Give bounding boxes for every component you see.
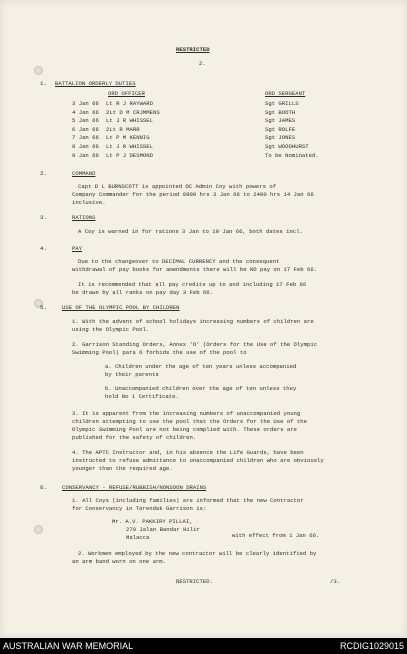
duty-sergeant: Sgt JAMES bbox=[265, 117, 296, 125]
paragraph-line: 3. It is apparent from the increasing numbers of unaccompanied young bbox=[72, 410, 301, 417]
paragraph-line: instructed to refuse admittance to unaccompanied children who are obviously bbox=[72, 457, 324, 464]
paragraph-line: inclusive. bbox=[72, 199, 106, 206]
section-title: COMMAND bbox=[72, 170, 96, 177]
duty-sergeant: Sgt WOODHURST bbox=[265, 143, 309, 150]
duty-officer: Lt J R WHISSEL bbox=[106, 117, 153, 125]
duty-date: 7 Jan 66 bbox=[72, 134, 99, 142]
duty-sergeant: Sgt GRILLS bbox=[265, 100, 299, 107]
duty-date: 6 Jan 66 bbox=[72, 125, 99, 133]
watermark-id: RCDIG1029015 bbox=[339, 641, 404, 651]
paragraph-line: using the Olympic Pool. bbox=[72, 326, 150, 333]
page-number: 2. bbox=[199, 60, 206, 67]
duty-date: 9 Jan 66 bbox=[72, 151, 99, 159]
list-item-b: b. Unaccompanied children over the age of ten unless they bbox=[105, 385, 297, 392]
section-number: 6. bbox=[40, 484, 47, 491]
next-page-marker: /3. bbox=[330, 578, 341, 585]
paragraph-line: younger than the required age. bbox=[72, 465, 173, 472]
duty-sergeant: Sgt ROLFE bbox=[265, 125, 296, 133]
paragraph-line: 1. With the advent of school holidays increasing numbers of children are bbox=[72, 318, 314, 325]
duty-date: 3 Jan 66 bbox=[72, 100, 99, 107]
column-header-sergeant: ORD SERGEANT bbox=[265, 90, 306, 97]
classification-footer: RESTRICTED. bbox=[176, 578, 213, 585]
paragraph-line: withdrawal of pay books for amendments there will be NO pay on 17 Feb 66. bbox=[72, 266, 318, 273]
duty-officer: 2Lt D M CRJMMENS bbox=[106, 108, 160, 116]
section-number: 5. bbox=[40, 304, 47, 311]
contractor-address: Malacca bbox=[126, 534, 150, 541]
section-number: 3. bbox=[40, 214, 47, 221]
duty-officer: Lt P M KENNIG bbox=[106, 134, 150, 142]
paragraph-line: A Coy is warned in for rations 3 Jan to 10 Jan 66, both dates incl. bbox=[78, 228, 303, 235]
watermark-bar bbox=[0, 638, 407, 654]
section-number: 4. bbox=[40, 245, 47, 252]
paragraph-line: 2. Garrison Standing Orders, Annex 'O' (Orders for the Use of the Olympic bbox=[72, 341, 318, 348]
section-title: PAY bbox=[72, 245, 83, 252]
watermark-source: AUSTRALIAN WAR MEMORIAL bbox=[3, 641, 134, 651]
section-title: USE OF THE OLYMPIC POOL BY CHILDREN bbox=[62, 304, 180, 311]
paragraph-line: an arm band worn on one arm. bbox=[72, 558, 166, 565]
section-title: RATIONS bbox=[72, 214, 96, 221]
duty-officer: Lt P J DESMOND bbox=[106, 151, 153, 159]
paragraph-line: children attempting to use the pool that the Orders for the Use of the bbox=[72, 418, 307, 425]
paragraph-line: 1. All Coys (including families) are informed that the new Contractor bbox=[72, 497, 304, 504]
duty-sergeant: Sgt JONES bbox=[265, 134, 296, 142]
paragraph-line: Olympic Swimming Pool are not being complied with. These orders are bbox=[72, 426, 297, 433]
classification-header: RESTRICTED bbox=[176, 46, 210, 53]
duty-date: 4 Jan 66 bbox=[72, 108, 99, 116]
punch-hole bbox=[34, 525, 43, 534]
duty-officer: 2Lt R MARR bbox=[106, 125, 140, 133]
list-item-b: hold No 1 Certificate. bbox=[105, 393, 179, 400]
duty-sergeant: To be Nominated. bbox=[265, 151, 319, 159]
paragraph-line: be drawn by all ranks on pay day 3 Feb 66. bbox=[72, 289, 213, 296]
paragraph-line: Company Commander for the period 0800 hrs 3 Jan 66 to 2400 hrs 14 Jan 66 bbox=[72, 191, 314, 198]
section-number: 1. bbox=[40, 80, 47, 87]
duty-date: 8 Jan 66 bbox=[72, 143, 99, 150]
punch-hole bbox=[34, 66, 43, 75]
paragraph-line: published for the safety of children. bbox=[72, 434, 197, 441]
contractor-name: Mr. A.V. PAKKIRY PILLAI, bbox=[112, 518, 193, 525]
duty-officer: Lt J R WHISSEL bbox=[106, 143, 153, 150]
paragraph-line: 2. Workmen employed by the new contractor will be clearly identified by bbox=[78, 550, 317, 557]
paragraph-line: for Conservancy in Terendak Garrison is: bbox=[72, 505, 207, 512]
effective-date: with effect from 1 Jan 66. bbox=[232, 532, 320, 539]
section-title: CONSERVANCY - REFUSE/RUBBISH/NONSOON DRAINS bbox=[62, 484, 207, 491]
list-item-a: a. Children under the age of ten years unless accompanied bbox=[105, 363, 297, 370]
section-number: 2. bbox=[40, 170, 47, 177]
duty-sergeant: Sgt BOOTH bbox=[265, 108, 296, 116]
paragraph-line: It is recommended that all pay credits up to and including 17 Feb 66 bbox=[78, 281, 307, 288]
column-header-officer: ORD OFFICER bbox=[108, 90, 145, 97]
paragraph-line: Due to the changeover to DECIMAL CURRENCY and the consequent bbox=[78, 258, 280, 265]
paragraph-line: Swimming Pool) para 6 forbids the use of the pool to bbox=[72, 349, 247, 356]
contractor-address: 270 Jalan Bandar Hilir bbox=[126, 526, 200, 533]
section-title: BATTALION ORDERLY DUTIES bbox=[55, 80, 136, 87]
paragraph-line: Capt D L BURNSCOTT is appointed OC Admin Coy with powers of bbox=[78, 183, 277, 190]
duty-date: 5 Jan 66 bbox=[72, 117, 99, 125]
duty-officer: Lt R J RAYWARD bbox=[106, 100, 153, 107]
list-item-a: by their parents bbox=[105, 371, 159, 378]
paragraph-line: 4. The APTC Instructor and, in his absence the Life Guards, have been bbox=[72, 449, 304, 456]
